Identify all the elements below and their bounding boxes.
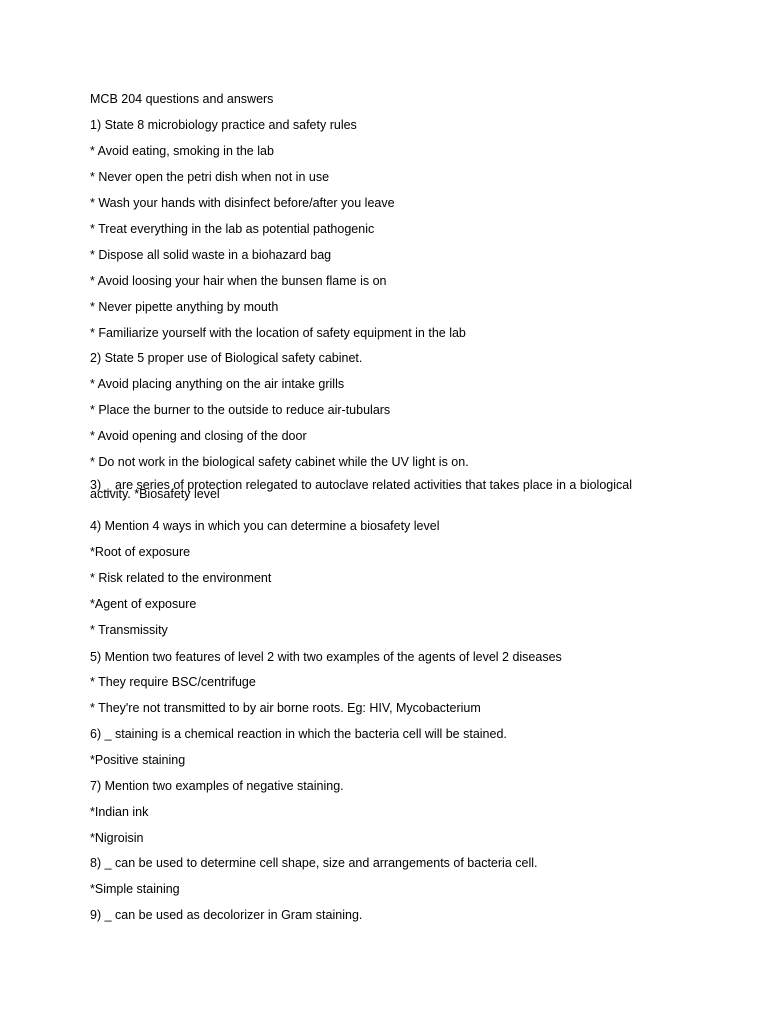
answer-line: * Treat everything in the lab as potential pathogenic [90,222,375,236]
answer-line: * Avoid eating, smoking in the lab [90,144,274,158]
document-title: MCB 204 questions and answers [90,92,274,106]
question-7: 7) Mention two examples of negative staining. [90,779,344,793]
answer-line: *Positive staining [90,753,186,767]
answer-line: * Place the burner to the outside to reduce air-tubulars [90,403,391,417]
question-4: 4) Mention 4 ways in which you can determine a biosafety level [90,519,440,533]
answer-line: * Dispose all solid waste in a biohazard bag [90,248,332,262]
answer-line: *Indian ink [90,805,149,819]
question-2: 2) State 5 proper use of Biological safety cabinet. [90,351,363,365]
answer-line: * Familiarize yourself with the location of safety equipment in the lab [90,326,466,340]
answer-line: * Transmissity [90,623,168,637]
question-6: 6) _ staining is a chemical reaction in which the bacteria cell will be stained. [90,727,507,741]
answer-line: * They require BSC/centrifuge [90,675,256,689]
answer-line: * Never open the petri dish when not in use [90,170,330,184]
question-8: 8) _ can be used to determine cell shape, size and arrangements of bacteria cell. [90,856,538,870]
question-1: 1) State 8 microbiology practice and safety rules [90,118,357,132]
question-5: 5) Mention two features of level 2 with two examples of the agents of level 2 diseases [90,650,562,664]
answer-line: *Root of exposure [90,545,191,559]
answer-line: * Never pipette anything by mouth [90,300,279,314]
answer-line: * Avoid opening and closing of the door [90,429,307,443]
answer-line: * They're not transmitted to by air borne roots. Eg: HIV, Mycobacterium [90,701,481,715]
question-9: 9) _ can be used as decolorizer in Gram staining. [90,908,363,922]
answer-line: * Avoid loosing your hair when the bunsen flame is on [90,274,387,288]
answer-line: *Agent of exposure [90,597,197,611]
question-3: 3) _ are series of protection relegated to autoclave related activities that takes place in a biological activity. *Biosafety level [90,478,632,501]
answer-line: *Simple staining [90,882,180,896]
answer-line: * Avoid placing anything on the air intake grills [90,377,345,391]
answer-line: *Nigroisin [90,831,144,845]
answer-line: * Wash your hands with disinfect before/after you leave [90,196,395,210]
answer-line: * Do not work in the biological safety cabinet while the UV light is on. [90,455,469,469]
answer-line: * Risk related to the environment [90,571,272,585]
